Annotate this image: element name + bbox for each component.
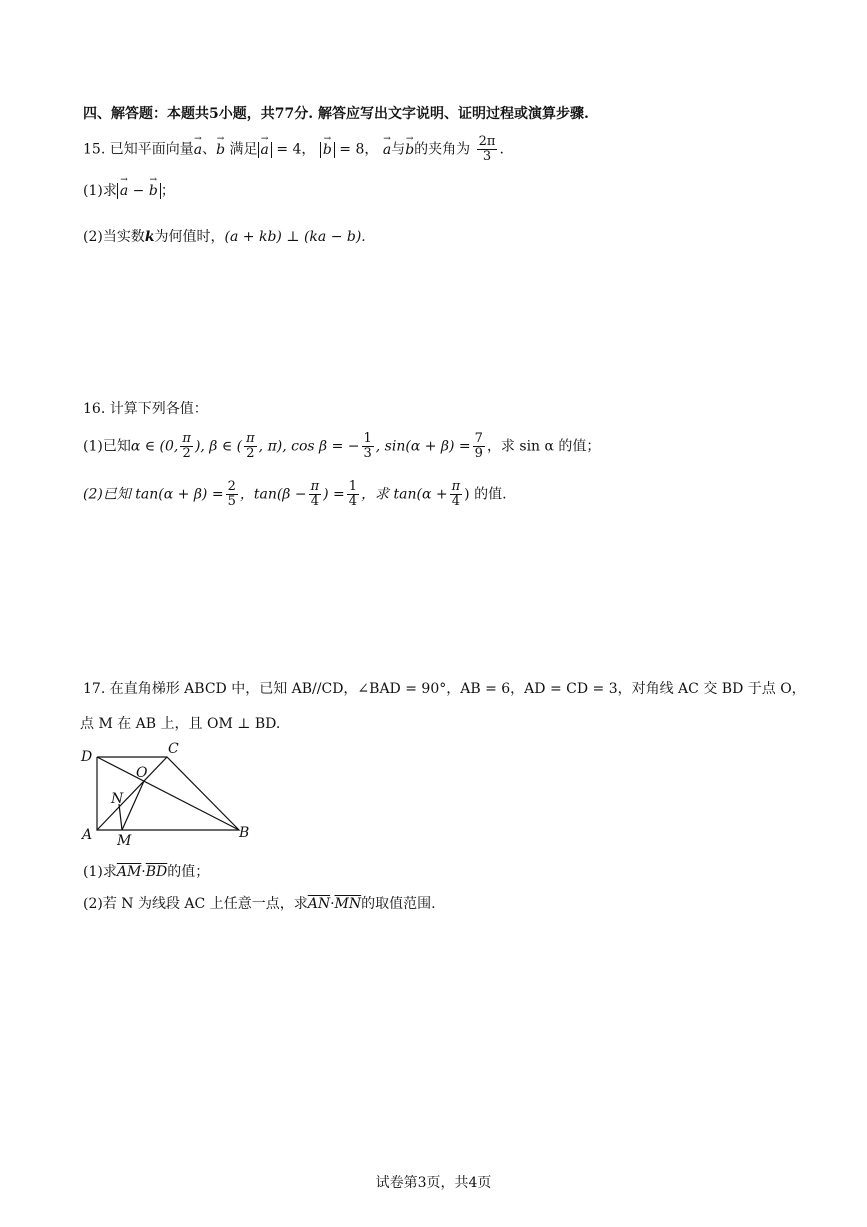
q16-part1: (1)已知α ∈ (0, $\frac{\pi}{2}$ ), β ∈ ( $\frac{\pi}{2}$ , π), cos β = − $\frac{1}{3}$ , sin(α + β) = $\frac{7}{9}$ ，求 sin α 的值； [83, 431, 601, 461]
abs-a-minus-b: → a − → b [117, 183, 161, 199]
label-b: B [239, 825, 250, 841]
q17-part2: (2)若 N 为线段 AC 上任意一点，求$\overline{AN}\cdot\overline{MN}$的取值范围. [83, 896, 436, 912]
label-o: O [136, 765, 148, 781]
q15-part2: (2)当实数k为何值时，(a + kb) ⊥ (ka − b). [83, 229, 366, 245]
q16-title: 16. 计算下列各值： [83, 401, 208, 417]
q17-part1: (1)求$\overline{AM}\cdot\overline{BD}$的值； [83, 864, 210, 880]
label-c: C [168, 741, 179, 757]
segment-om [122, 781, 144, 830]
vector-b: → b [216, 140, 225, 160]
perpendicular-condition: (a + kb) ⊥ (ka − b). [224, 229, 366, 245]
abs-vector-b: → b [320, 142, 335, 158]
q15-stem: 15. 已知平面向量→ a、→ b 满足 → a = 4， → b = 8， → a与→ b的夹角为 $\frac{2\pi}{3}$ . [83, 135, 504, 164]
q17-line1: 17. 在直角梯形 ABCD 中，已知 AB//CD，∠BAD = 90°，AB = 6，AD = CD = 3，对角线 AC 交 BD 于点 O， [83, 681, 806, 697]
angle-fraction: $\frac{2\pi}{3}$ [478, 134, 496, 164]
q17-line2: 点 M 在 AB 上，且 OM ⊥ BD. [80, 716, 281, 732]
trapezoid-figure [70, 738, 270, 850]
page-footer: 试卷第3页，共4页 [375, 1175, 492, 1191]
label-n: N [111, 791, 124, 807]
abs-vector-a: → a [258, 142, 272, 158]
vector-a: → a [194, 140, 202, 160]
section-heading: 四、解答题：本题共5小题，共77分. 解答应写出文字说明、证明过程或演算步骤. [83, 106, 589, 122]
q16-part2: (2)已知 tan(α + β) = $\frac{2}{5}$ ，tan(β − $\frac{\pi}{4}$ ) = $\frac{1}{4}$ ，求 tan(α + $\frac{\pi}{4}$ ) 的值. [83, 479, 507, 509]
label-d: D [81, 749, 93, 765]
label-m: M [117, 833, 132, 849]
q15-part1: (1)求 → a − → b ； [83, 181, 175, 201]
diagonal-ac [97, 757, 167, 830]
label-a: A [82, 827, 93, 843]
segment-nm [119, 804, 122, 830]
q15-number: 15. [83, 141, 106, 158]
